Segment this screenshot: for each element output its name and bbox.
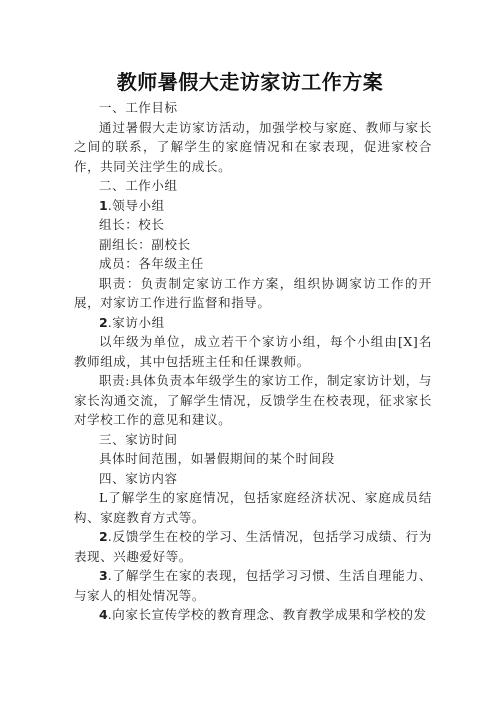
goals-paragraph: 通过暑假大走访家访活动，加强学校与家庭、教师与家长之间的联系，了解学生的家庭情况和在家表现，促进家校合作，共同关注学生的成长。 (74, 119, 432, 174)
members-line: 成员：各年级主任 (99, 256, 204, 271)
section-heading-team: 二、工作小组 (99, 178, 178, 193)
vice-leader-line: 副组长：副校长 (99, 236, 191, 252)
content-item-text: .了解学生在家的表现，包括学习习惯、生活自理能力、与家人的相处情况等。 (74, 568, 432, 603)
content-item-3 (74, 566, 432, 605)
content-item-4 (74, 605, 432, 625)
subheading-leadership-group (74, 196, 432, 216)
visit-group-duty-paragraph: 职责:具体负责本年级学生的家访工作，制定家访计划，与家长沟通交流，了解学生情况，反馈学生在校表现，征求家长对学校工作的意见和建议。 (74, 373, 432, 427)
section-heading-content: 四、家访内容 (99, 470, 178, 486)
content-item-text: .向家长宣传学校的教育理念、教育教学成果和学校的发 (107, 607, 427, 622)
list-number: 2 (99, 529, 108, 544)
content-item-text: .反馈学生在校的学习、生活情况，包括学习成绩、行为表现、兴趣爱好等。 (74, 529, 432, 564)
document-title: 教师暑假大走访家访工作方案 (116, 70, 384, 94)
subheading-text: .家访小组 (107, 314, 165, 330)
list-number: 3 (99, 568, 108, 583)
section-heading-goals: 一、工作目标 (99, 100, 178, 115)
list-number: 4 (99, 607, 108, 622)
content-item-2 (74, 527, 432, 566)
content-item-1: L了解学生的家庭情况，包括家庭经济状况、家庭成员结构、家庭教育方式等。 (74, 490, 432, 525)
leadership-duty-paragraph: 职责：负责制定家访工作方案，组织协调家访工作的开展，对家访工作进行监督和指导。 (74, 275, 432, 310)
list-number: 1 (99, 197, 108, 213)
time-line: 具体时间范围，如暑假期间的某个时间段 (99, 451, 335, 466)
subheading-text: .领导小组 (107, 197, 165, 213)
section-heading-time: 三、家访时间 (99, 431, 178, 447)
document-body (74, 98, 432, 625)
leader-line: 组长：校长 (99, 217, 165, 232)
subheading-visit-group (74, 313, 432, 333)
list-number: 2 (99, 314, 108, 330)
visit-group-paragraph: 以年级为单位，成立若干个家访小组，每个小组由[X]名教师组成，其中包括班主任和任课教师。 (74, 334, 432, 369)
